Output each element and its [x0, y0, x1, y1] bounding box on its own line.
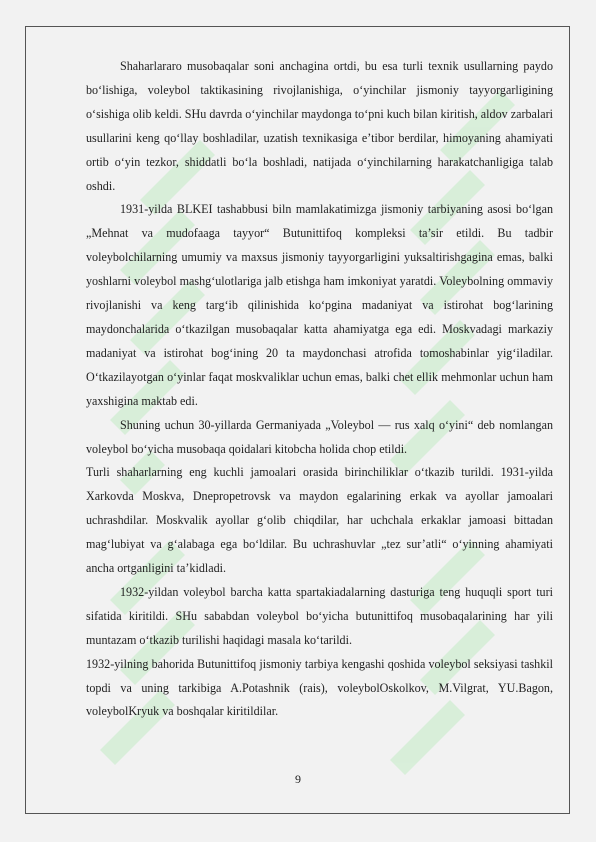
paragraph-5: 1932-yildan voleybol barcha katta spartakiadalarning dasturiga teng huquqli sport turi sifatida kiritildi. SHu sababdan voleybol bo‘yicha butunittifoq musobaqalarining har yili muntazam o‘tkazib turilishi haqidagi masala ko‘tarildi. [86, 584, 553, 647]
paragraph-6: 1932-yilning bahorida Butunittifoq jismoniy tarbiya kengashi qoshida voleybol seksiyasi tashkil topdi va uning tarkibiga A.Potashnik (rais), voleybolOskolkov, M.Vilgrat, YU.Bagon, voleybolKryuk va boshqalar kiritildilar. [86, 656, 553, 719]
body-text [86, 55, 553, 724]
paragraph-4: Turli shaharlarning eng kuchli jamoalari orasida birinchiliklar o‘tkazib turildi. 1931-yilda Xarkovda Moskva, Dnepropetrovsk va maydon egalarining erkak va ayollar jamoalari uchrashdilar. Moskvalik ayollar g‘olib chiqdilar, har uchchala erkaklar jamoasi bittadan mag‘lubiyat va g‘alabaga ega bo‘ldilar. Bu uchrashuvlar „tez sur’atli“ o‘yinning ahamiyati ancha ortganligini ta’kidladi. [86, 465, 553, 576]
page-number: 9 [295, 772, 301, 786]
paragraph-1: Shaharlararo musobaqalar soni anchagina ortdi, bu esa turli texnik usullarning paydo bo‘lishiga, voleybol taktikasining rivojlanishiga, o‘yinchilar jismoniy tayyorgarligining o‘sishiga olib keldi. SHu davrda o‘yinchilar maydonga to‘pni kuch bilan kiritish, aldov zarbalari usullarini keng qo‘llay boshladilar, uzatish texnikasiga e’tibor berdilar, himoyaning ahamiyati ortib o‘yin tezkor, shiddatli bo‘la boshladi, natijada o‘yinchilarning harakatchanligiga talab oshdi. [86, 59, 553, 193]
paragraph-2: 1931-yilda BLKEI tashabbusi biln mamlakatimizga jismoniy tarbiyaning asosi bo‘lgan „Mehnat va mudofaaga tayyor“ Butunittifoq kompleksi ta’sir etildi. Bu tadbir voleybolchilarning umumiy va maxsus jismoniy tayyorgarligini yuksaltirishgagina emas, balki yoshlarni voleybol mashg‘ulotlariga jalb etishga ham imkoniyat yaratdi. Voleybolning ommaviy rivojlanishi va keng targ‘ib qilinishida ko‘pgina madaniyat va istirohat bog‘larining maydonchalarida o‘tkazilgan musobaqalar katta ahamiyatga ega edi. Moskvadagi markaziy madaniyat va istirohat bog‘ining 20 ta maydonchasi atrofida tomoshabinlar yig‘iladilar. O‘tkazilayotgan o‘yinlar faqat moskvaliklar uchun emas, balki chet ellik mehmonlar uchun ham yaxshigina maktab edi. [86, 202, 553, 408]
paragraph-3: Shuning uchun 30-yillarda Germaniyada „Voleybol — rus xalq o‘yini“ deb nomlangan voleybol bo‘yicha musobaqa qoidalari kitobcha holida chop etildi. [86, 417, 553, 456]
